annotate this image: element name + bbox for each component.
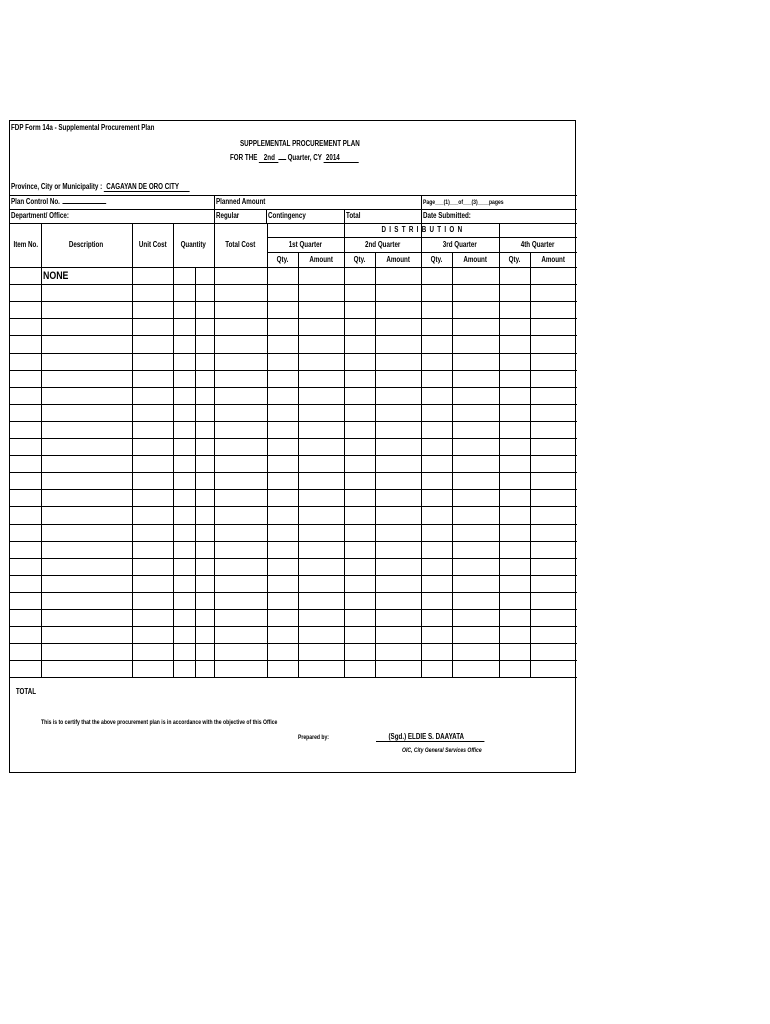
quarter-value: 2nd: [259, 153, 278, 163]
q2-qty-header: Qty.: [353, 255, 366, 264]
q4-amount-header: Amount: [541, 255, 566, 264]
department-label: Department/ Office:: [11, 211, 69, 220]
table-row-line: [10, 472, 577, 473]
certification-text: This is to certify that the above procurement plan is in accordance with the objective of this Office: [41, 719, 278, 726]
q1-qty-header: Qty.: [276, 255, 289, 264]
quantity-split-line: [195, 267, 196, 677]
table-row-line: [10, 318, 577, 319]
table-column-line: [267, 223, 268, 677]
table-column-line: [214, 223, 215, 677]
page-indicator: Page___(1)___of___(3)____pages: [423, 199, 504, 206]
table-row-line: [10, 592, 577, 593]
table-row-line: [10, 660, 577, 661]
province-label: Province, City or Municipality :: [11, 182, 103, 191]
table-row-line: [10, 506, 577, 507]
table-subcolumn-line: [375, 252, 376, 677]
q4-qty-header: Qty.: [508, 255, 521, 264]
table-row-line: [10, 438, 577, 439]
table-row-line: [10, 643, 577, 644]
header-bottom-line: [10, 267, 577, 268]
table-row-line: [10, 575, 577, 576]
procurement-form: [9, 120, 576, 773]
header-q4: 4th Quarter: [521, 240, 555, 249]
planned-amount-label: Planned Amount: [216, 197, 266, 206]
quarter-cy-label: Quarter, CY: [287, 153, 322, 162]
signatory-title: OIC, City General Services Office: [402, 747, 482, 754]
header-quantity: Quantity: [180, 240, 207, 249]
for-the-label: FOR THE: [230, 153, 258, 162]
table-row-line: [10, 284, 577, 285]
table-subcolumn-line: [298, 252, 299, 677]
contingency-label: Contingency: [268, 211, 306, 220]
table-row-line: [10, 677, 577, 678]
period-line: [230, 153, 358, 163]
table-row-line: [10, 301, 577, 302]
form-code: FDP Form 14a - Supplemental Procurement Plan: [11, 123, 155, 132]
table-row-line: [10, 455, 577, 456]
header-total-cost: Total Cost: [225, 240, 256, 249]
distribution-header: D I S T R I B U T I O N: [381, 225, 463, 234]
province-line: [11, 182, 190, 192]
table-row-line: [10, 489, 577, 490]
distribution-divider: [267, 237, 577, 238]
table-row-line: [10, 353, 577, 354]
date-submitted-label: Date Submitted:: [423, 211, 471, 220]
header-q2: 2nd Quarter: [364, 240, 401, 249]
table-row-line: [10, 335, 577, 336]
province-value: CAGAYAN DE ORO CITY: [104, 182, 190, 192]
table-row-line: [10, 387, 577, 388]
table-column-line: [41, 223, 42, 677]
header-q1: 1st Quarter: [288, 240, 323, 249]
regular-label: Regular: [216, 211, 240, 220]
table-row-line: [10, 541, 577, 542]
total-row-label: TOTAL: [15, 687, 36, 696]
table-row-line: [10, 558, 577, 559]
q3-amount-header: Amount: [463, 255, 488, 264]
table-column-line: [173, 223, 174, 677]
year-value: 2014: [324, 153, 359, 163]
header-description: Description: [69, 240, 104, 249]
table-column-line: [421, 223, 422, 677]
plan-control-label: Plan Control No.: [11, 197, 60, 206]
table-row-line: [10, 370, 577, 371]
table-row-line: [10, 421, 577, 422]
table-subcolumn-line: [452, 252, 453, 677]
header-unit-cost: Unit Cost: [138, 240, 167, 249]
total-amount-label: Total: [346, 211, 361, 220]
form-title: SUPPLEMENTAL PROCUREMENT PLAN: [240, 139, 360, 148]
table-column-line: [499, 223, 500, 677]
plan-control-line: [11, 197, 106, 206]
table-column-line: [132, 223, 133, 677]
table-column-line: [344, 223, 345, 677]
q2-amount-header: Amount: [386, 255, 410, 264]
header-item-no: Item No.: [13, 240, 39, 249]
q3-qty-header: Qty.: [430, 255, 443, 264]
prepared-by-label: Prepared by:: [298, 734, 330, 741]
table-row-line: [10, 609, 577, 610]
table-row-line: [10, 404, 577, 405]
table-row-line: [10, 626, 577, 627]
table-row-line: [10, 524, 577, 525]
header-q3: 3rd Quarter: [442, 240, 477, 249]
first-entry-description: NONE: [43, 270, 69, 282]
table-subcolumn-line: [530, 252, 531, 677]
signatory-name: (Sgd.) ELDIE S. DAAYATA: [376, 732, 484, 742]
q1-amount-header: Amount: [309, 255, 333, 264]
